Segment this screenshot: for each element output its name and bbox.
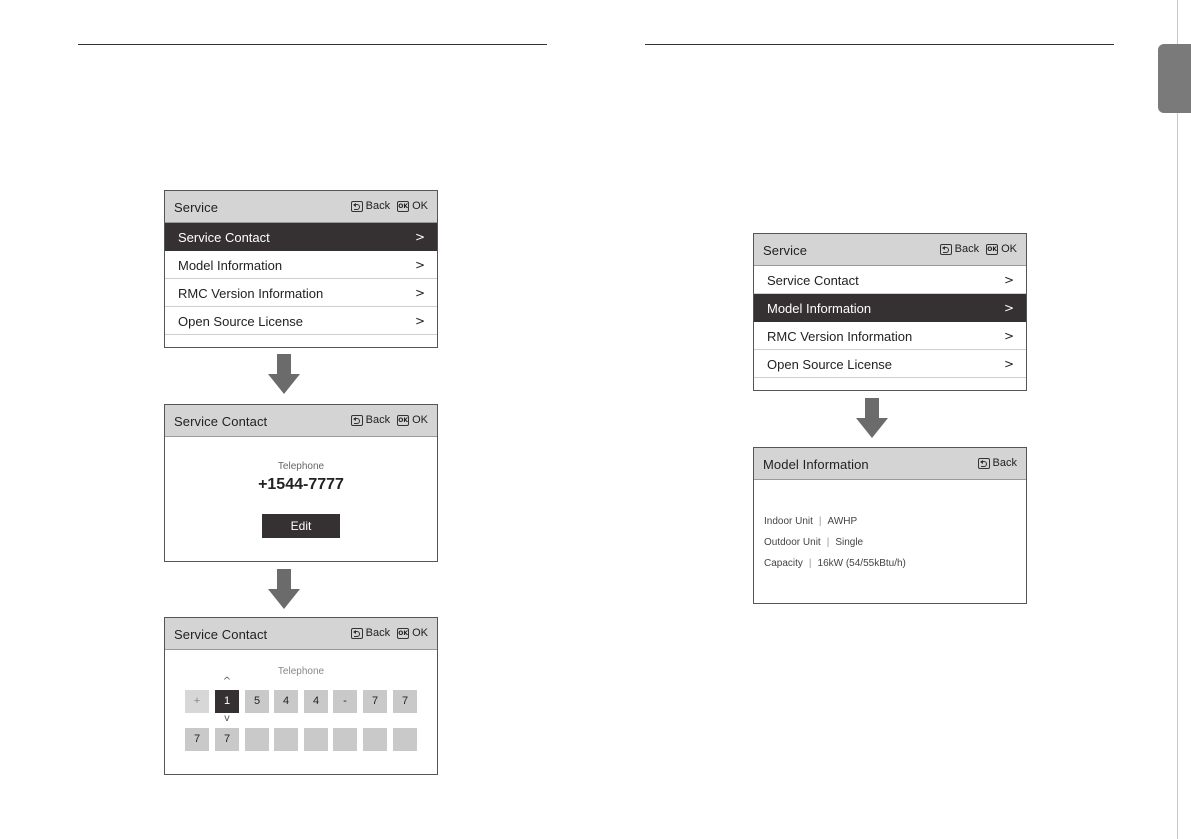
ok-icon[interactable]: OK	[398, 629, 408, 637]
screen-header	[165, 405, 437, 437]
screen-title: Service Contact	[174, 414, 268, 429]
info-separator: |	[826, 537, 830, 548]
edit-contact-screen	[164, 617, 438, 775]
back-icon[interactable]	[351, 415, 363, 426]
info-row-outdoor-unit	[764, 537, 863, 548]
menu-item-label: Model Information	[767, 301, 872, 316]
digit-cell[interactable]: 4	[274, 690, 298, 713]
digit-cell[interactable]: 7	[393, 690, 417, 713]
menu-item-label: Open Source License	[767, 357, 893, 372]
digit-cell[interactable]	[274, 728, 298, 751]
ok-icon[interactable]: OK	[987, 245, 997, 253]
chevron-right-icon: >	[1003, 329, 1014, 343]
chevron-right-icon: >	[1003, 301, 1014, 315]
header-actions	[351, 627, 428, 639]
chevron-right-icon: >	[414, 230, 425, 244]
header-actions	[351, 200, 428, 212]
back-label[interactable]: Back	[954, 243, 980, 255]
info-separator: |	[818, 516, 822, 527]
back-label[interactable]: Back	[992, 457, 1017, 469]
ok-icon[interactable]: OK	[398, 416, 408, 424]
back-icon[interactable]	[940, 244, 952, 255]
model-information-screen	[753, 447, 1027, 604]
digit-cell[interactable]	[363, 728, 387, 751]
digit-cell[interactable]	[393, 728, 417, 751]
digit-cell[interactable]: 4	[304, 690, 328, 713]
digit-cell[interactable]: 7	[363, 690, 387, 713]
menu-item-label: Service Contact	[178, 230, 270, 245]
chevron-right-icon: >	[414, 258, 425, 272]
back-icon[interactable]	[351, 628, 363, 639]
right-page-rule	[645, 44, 1114, 45]
header-actions	[940, 243, 1017, 255]
telephone-number: +1544-7777	[258, 476, 344, 493]
digit-cell[interactable]: 7	[215, 728, 239, 751]
telephone-caption: Telephone	[277, 461, 325, 472]
menu-item-open-source-license[interactable]	[165, 307, 437, 335]
chevron-right-icon: >	[414, 286, 425, 300]
info-value: Single	[835, 537, 864, 548]
menu-item-label: Model Information	[178, 258, 283, 273]
menu-item-rmc-version[interactable]	[754, 322, 1026, 350]
menu-item-label: Open Source License	[178, 314, 304, 329]
telephone-caption: Telephone	[277, 666, 325, 677]
service-contact-screen	[164, 404, 438, 562]
digit-cell[interactable]	[245, 728, 269, 751]
service-menu-screen-2	[753, 233, 1027, 391]
chapter-tab	[1158, 44, 1191, 113]
left-page-rule	[78, 44, 547, 45]
ok-label[interactable]: OK	[412, 200, 428, 212]
header-actions	[978, 457, 1017, 469]
page-edge-line	[1177, 0, 1178, 839]
screen-header	[165, 618, 437, 650]
info-label: Outdoor Unit	[764, 537, 821, 548]
screen-title: Service	[763, 243, 808, 258]
ok-label[interactable]: OK	[412, 627, 428, 639]
menu-item-model-information[interactable]	[165, 251, 437, 279]
screen-title: Service	[174, 200, 219, 215]
digit-cell[interactable]: -	[333, 690, 357, 713]
down-arrow-icon	[268, 354, 300, 394]
digit-cell[interactable]	[333, 728, 357, 751]
info-label: Indoor Unit	[764, 516, 813, 527]
digit-cell[interactable]: 5	[245, 690, 269, 713]
screen-title: Model Information	[763, 457, 869, 472]
down-arrow-icon	[856, 398, 888, 438]
menu-item-label: Service Contact	[767, 273, 859, 288]
digit-cell-selected[interactable]: 1	[215, 690, 239, 713]
menu-item-rmc-version[interactable]	[165, 279, 437, 307]
screen-header	[165, 191, 437, 223]
caret-up-icon[interactable]: ^	[222, 676, 232, 687]
menu-item-label: RMC Version Information	[178, 286, 324, 301]
service-menu-screen-1	[164, 190, 438, 348]
menu-item-service-contact[interactable]	[754, 266, 1026, 294]
info-separator: |	[808, 558, 812, 569]
menu-item-label: RMC Version Information	[767, 329, 913, 344]
chevron-right-icon: >	[414, 314, 425, 328]
screen-title: Service Contact	[174, 627, 268, 642]
ok-icon[interactable]: OK	[398, 202, 408, 210]
info-value: AWHP	[827, 516, 858, 527]
info-row-capacity	[764, 558, 906, 569]
menu-item-model-information[interactable]	[754, 294, 1026, 322]
screen-header	[754, 448, 1026, 480]
caret-down-icon[interactable]: v	[224, 713, 230, 724]
info-value: 16kW (54/55kBtu/h)	[817, 558, 906, 569]
edit-button[interactable]: Edit	[262, 514, 340, 538]
down-arrow-icon	[268, 569, 300, 609]
chevron-right-icon: >	[1003, 273, 1014, 287]
back-label[interactable]: Back	[365, 414, 391, 426]
screen-header	[754, 234, 1026, 266]
digit-cell[interactable]	[304, 728, 328, 751]
chevron-right-icon: >	[1003, 357, 1014, 371]
ok-label[interactable]: OK	[1001, 243, 1017, 255]
digit-cell[interactable]: +	[185, 690, 209, 713]
back-icon[interactable]	[351, 201, 363, 212]
menu-item-open-source-license[interactable]	[754, 350, 1026, 378]
header-actions	[351, 414, 428, 426]
back-label[interactable]: Back	[365, 627, 391, 639]
menu-item-service-contact[interactable]	[165, 223, 437, 251]
ok-label[interactable]: OK	[412, 414, 428, 426]
digit-cell[interactable]: 7	[185, 728, 209, 751]
back-icon[interactable]	[978, 458, 990, 469]
back-label[interactable]: Back	[365, 200, 391, 212]
info-row-indoor-unit	[764, 516, 857, 527]
info-label: Capacity	[764, 558, 803, 569]
